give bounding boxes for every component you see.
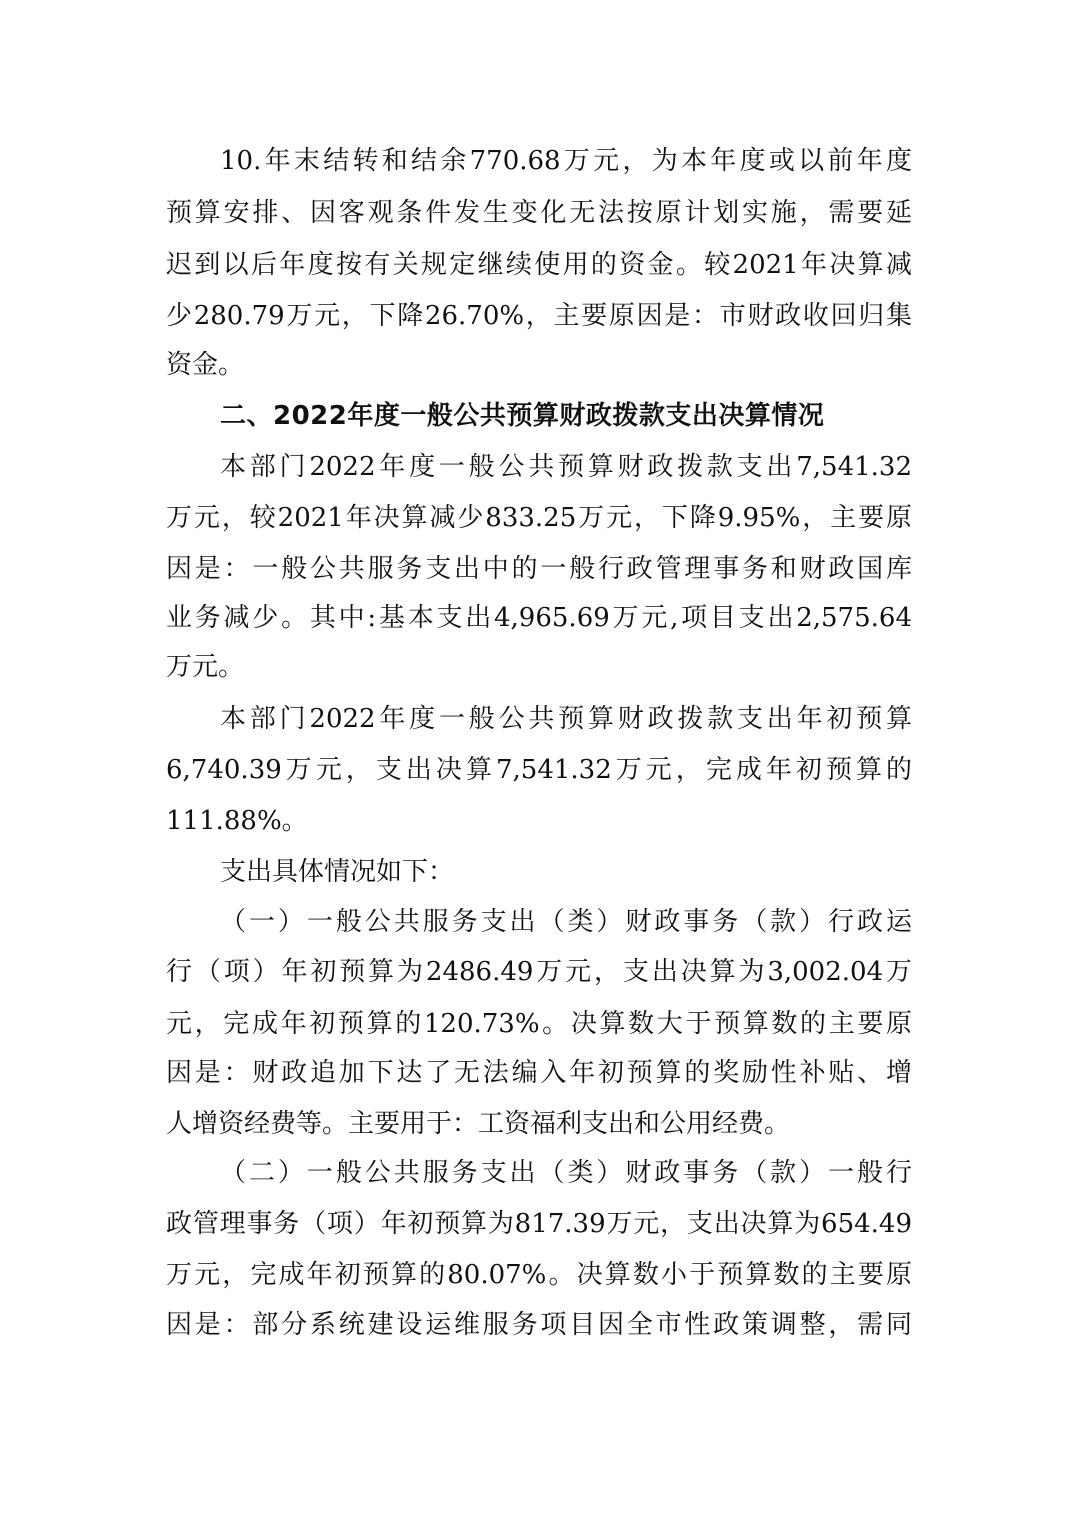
paragraph-line: 因是：一般公共服务支出中的一般行政管理事务和财政国库 xyxy=(166,554,912,584)
paragraph-line: 万元，较2021年决算减少833.25万元，下降9.95%，主要原 xyxy=(166,503,912,533)
paragraph-line: （一）一般公共服务支出（类）财政事务（款）行政运 xyxy=(220,907,912,937)
paragraph-line: 本部门2022年度一般公共预算财政拨款支出7,541.32 xyxy=(220,452,912,482)
paragraph-line: （二）一般公共服务支出（类）财政事务（款）一般行 xyxy=(220,1158,912,1188)
paragraph-line: 111.88%。 xyxy=(166,806,308,836)
paragraph-line: 行（项）年初预算为2486.49万元，支出决算为3,002.04万 xyxy=(166,957,912,987)
paragraph-line: 6,740.39万元，支出决算7,541.32万元，完成年初预算的 xyxy=(166,755,912,785)
paragraph-line: 迟到以后年度按有关规定继续使用的资金。较2021年决算减 xyxy=(166,250,912,280)
paragraph-line: 少280.79万元，下降26.70%，主要原因是：市财政收回归集 xyxy=(166,301,912,331)
paragraph-line: 资金。 xyxy=(166,350,245,380)
paragraph-line: 预算安排、因客观条件发生变化无法按原计划实施，需要延 xyxy=(166,198,912,228)
paragraph-line: 因是：部分系统建设运维服务项目因全市性政策调整，需同 xyxy=(166,1310,912,1340)
paragraph-line: 政管理事务（项）年初预算为817.39万元，支出决算为654.49 xyxy=(166,1209,912,1239)
paragraph-line: 因是：财政追加下达了无法编入年初预算的奖励性补贴、增 xyxy=(166,1058,912,1088)
paragraph-line: 万元，完成年初预算的80.07%。决算数小于预算数的主要原 xyxy=(166,1260,912,1290)
paragraph-line: 元，完成年初预算的120.73%。决算数大于预算数的主要原 xyxy=(166,1009,912,1039)
paragraph-line: 支出具体情况如下： xyxy=(220,857,455,887)
section-heading: 二、2022年度一般公共预算财政拨款支出决算情况 xyxy=(220,401,825,431)
paragraph-line: 业务减少。其中:基本支出4,965.69万元,项目支出2,575.64 xyxy=(166,603,912,633)
paragraph-line: 人增资经费等。主要用于：工资福利支出和公用经费。 xyxy=(166,1109,791,1139)
paragraph-line: 万元。 xyxy=(166,652,245,682)
paragraph-line: 10.年末结转和结余770.68万元，为本年度或以前年度 xyxy=(220,146,912,176)
paragraph-line: 本部门2022年度一般公共预算财政拨款支出年初预算 xyxy=(220,704,912,734)
